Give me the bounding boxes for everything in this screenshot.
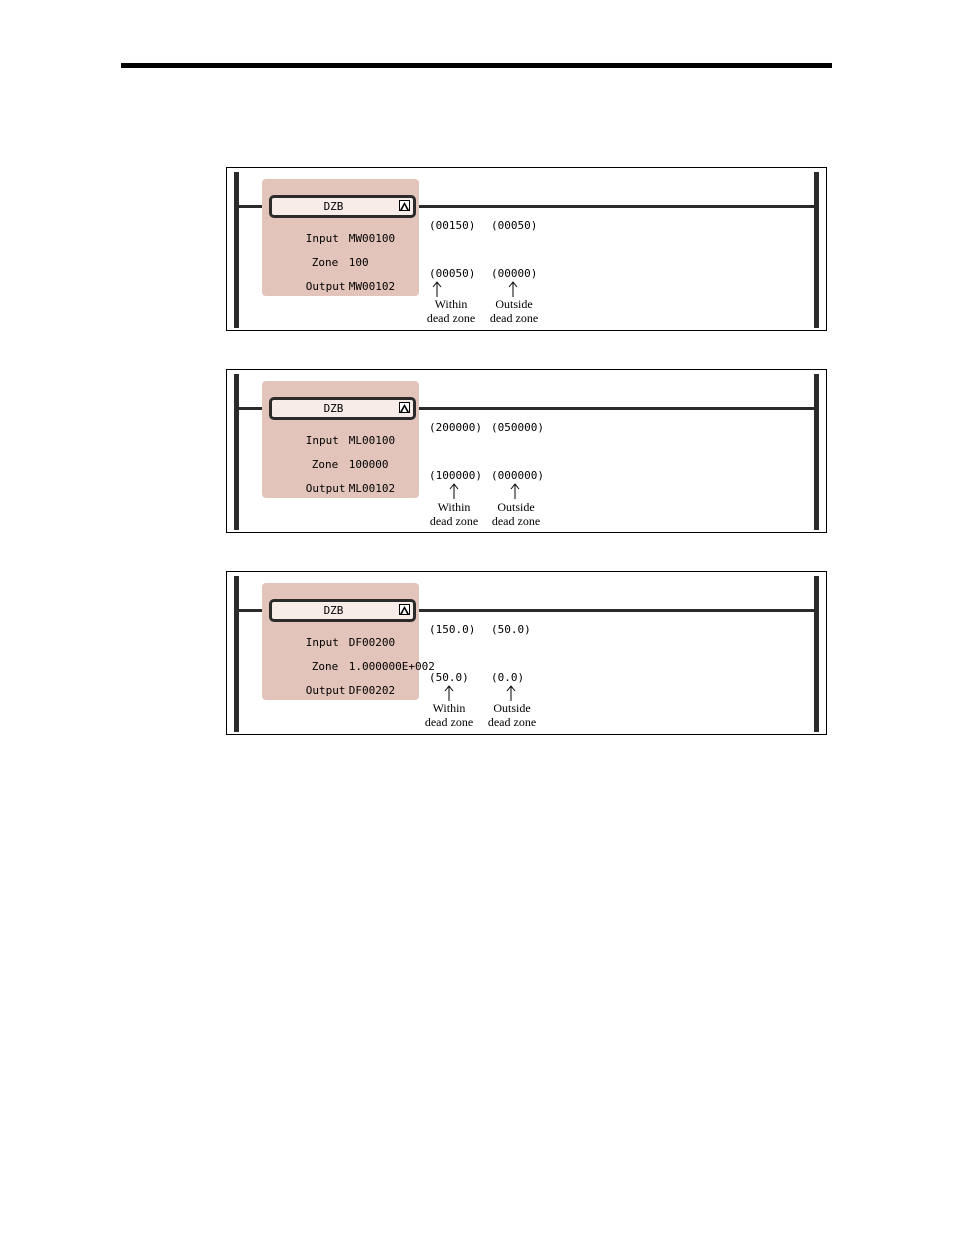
top-rule [121, 63, 832, 68]
input-example-within: (150.0) [429, 623, 476, 636]
zone-label: Zone [311, 458, 339, 471]
caption-line: Outside [493, 701, 531, 715]
zone-value: 100 [348, 256, 369, 269]
input-label: Input [305, 232, 339, 245]
output-example-outside: (000000) [491, 469, 544, 482]
output-example-within: (100000) [429, 469, 482, 482]
zone-value: 1.000000E+002 [348, 660, 435, 673]
left-power-rail [234, 172, 239, 328]
rung-line-right [412, 609, 816, 612]
output-example-within: (50.0) [429, 671, 469, 684]
output-label: Output [305, 482, 346, 495]
caption-line: dead zone [487, 715, 537, 729]
zone-label: Zone [311, 660, 339, 673]
input-value: ML00100 [348, 434, 396, 447]
output-example-outside: (00000) [491, 267, 538, 280]
output-label: Output [305, 684, 346, 697]
input-value: DF00200 [348, 636, 396, 649]
caption-line: Within [432, 701, 466, 715]
zone-label: Zone [311, 256, 339, 269]
caption-line: Within [437, 500, 471, 514]
output-label: Output [305, 280, 346, 293]
input-value: MW00100 [348, 232, 396, 245]
caption-line: dead zone [429, 514, 479, 528]
input-example-outside: (50.0) [491, 623, 531, 636]
caption-line: Outside [495, 297, 533, 311]
left-power-rail [234, 374, 239, 530]
block-type-icon [399, 200, 410, 211]
up-arrow-icon [509, 483, 521, 499]
output-example-within: (00050) [429, 267, 476, 280]
up-arrow-icon [507, 281, 519, 297]
caption-line: Outside [497, 500, 535, 514]
function-block-name: DZB [323, 402, 344, 415]
function-block-panel[interactable] [262, 381, 419, 498]
caption-line: dead zone [426, 311, 476, 325]
up-arrow-icon [505, 685, 517, 701]
right-power-rail [814, 576, 819, 732]
ladder-diagram-3 [226, 571, 827, 735]
input-example-within: (00150) [429, 219, 476, 232]
block-type-icon [399, 402, 410, 413]
up-arrow-icon [431, 281, 443, 297]
caption-within-dead-zone [424, 500, 484, 528]
function-block-header[interactable] [269, 397, 416, 420]
function-block-panel[interactable] [262, 179, 419, 296]
ladder-diagram-1 [226, 167, 827, 331]
up-arrow-icon [443, 685, 455, 701]
caption-outside-dead-zone [484, 297, 544, 325]
output-value: MW00102 [348, 280, 396, 293]
output-row[interactable] [266, 267, 395, 306]
right-power-rail [814, 374, 819, 530]
input-example-outside: (050000) [491, 421, 544, 434]
input-label: Input [305, 636, 339, 649]
ladder-diagram-2 [226, 369, 827, 533]
up-arrow-icon [448, 483, 460, 499]
caption-outside-dead-zone [486, 500, 546, 528]
rung-line-right [412, 407, 816, 410]
function-block-panel[interactable] [262, 583, 435, 700]
caption-line: Within [434, 297, 468, 311]
zone-value: 100000 [348, 458, 389, 471]
input-example-outside: (00050) [491, 219, 538, 232]
caption-within-dead-zone [421, 297, 481, 325]
caption-outside-dead-zone [482, 701, 542, 729]
function-block-header[interactable] [269, 599, 416, 622]
output-row[interactable] [266, 671, 395, 710]
caption-line: dead zone [424, 715, 474, 729]
input-example-within: (200000) [429, 421, 482, 434]
output-value: DF00202 [348, 684, 396, 697]
right-power-rail [814, 172, 819, 328]
function-block-name: DZB [323, 604, 344, 617]
output-row[interactable] [266, 469, 395, 508]
output-example-outside: (0.0) [491, 671, 525, 684]
caption-within-dead-zone [419, 701, 479, 729]
input-label: Input [305, 434, 339, 447]
function-block-header[interactable] [269, 195, 416, 218]
caption-line: dead zone [491, 514, 541, 528]
block-type-icon [399, 604, 410, 615]
output-value: ML00102 [348, 482, 396, 495]
left-power-rail [234, 576, 239, 732]
rung-line-right [412, 205, 816, 208]
function-block-name: DZB [323, 200, 344, 213]
caption-line: dead zone [489, 311, 539, 325]
